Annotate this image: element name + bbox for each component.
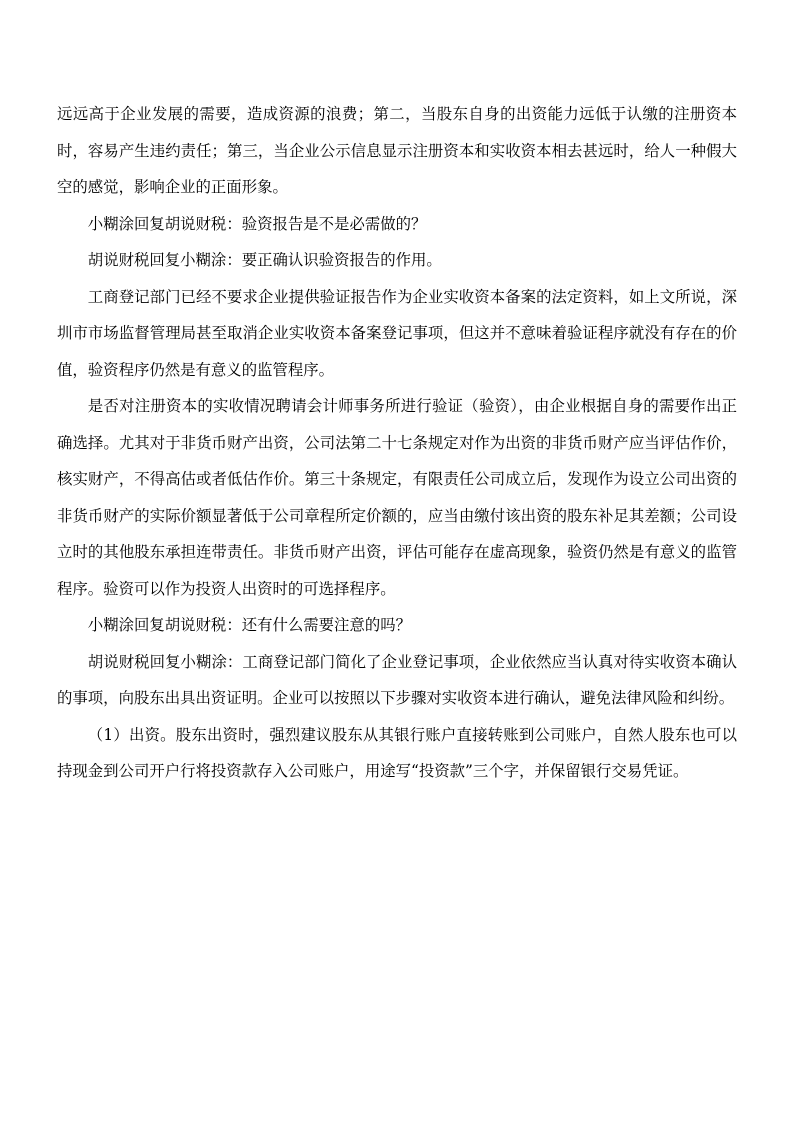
paragraph-registration-requirements: 工商登记部门已经不要求企业提供验证报告作为企业实收资本备案的法定资料，如上文所说，深圳市市场监督管理局甚至取消企业实收资本备案登记事项，但这并不意味着验证程序就没有存在的价值，验资程序仍然是有意义的监管程序。 xyxy=(57,287,737,379)
paragraph-verification-choice: 是否对注册资本的实收情况聘请会计师事务所进行验证（验资），由企业根据自身的需要作出正确选择。尤其对于非货币财产出资，公司法第二十七条规定对作为出资的非货币财产应当评估作价，核实财产，不得高估或者低估作价。第三十条规定，有限责任公司成立后，发现作为设立公司出资的非货币财产的实际价额显著低于公司章程所定价额的，应当由缴付该出资的股东补足其差额；公司设立时的其他股东承担连带责任。非货币财产出资，评估可能存在虚高现象，验资仍然是有意义的监管程序。验资可以作为投资人出资时的可选择程序。 xyxy=(57,397,737,598)
paragraph-answer-intro: 胡说财税回复小糊涂：要正确认识验资报告的作用。 xyxy=(87,251,442,269)
paragraph-answer-steps: 胡说财税回复小糊涂：工商登记部门简化了企业登记事项，企业依然应当认真对待实收资本确认的事项，向股东出具出资证明。企业可以按照以下步骤对实收资本进行确认，避免法律风险和纠纷。 xyxy=(57,652,737,707)
paragraph-continued-text: 远远高于企业发展的需要，造成资源的浪费；第二，当股东自身的出资能力远低于认缴的注册资本时，容易产生违约责任；第三，当企业公示信息显示注册资本和实收资本相去甚远时，给人一种假大空的感觉，影响企业的正面形象。 xyxy=(57,105,737,196)
paragraph-question-verification: 小糊涂回复胡说财税：验资报告是不是必需做的？ xyxy=(87,214,427,233)
document-page xyxy=(57,96,737,790)
paragraph-step-1-contribution: （1）出资。股东出资时，强烈建议股东从其银行账户直接转账到公司账户，自然人股东也可以持现金到公司开户行将投资款存入公司账户，用途写“投资款”三个字，并保留银行交易凭证。 xyxy=(57,725,737,780)
paragraph-question-notes: 小糊涂回复胡说财税：还有什么需要注意的吗？ xyxy=(87,616,412,634)
